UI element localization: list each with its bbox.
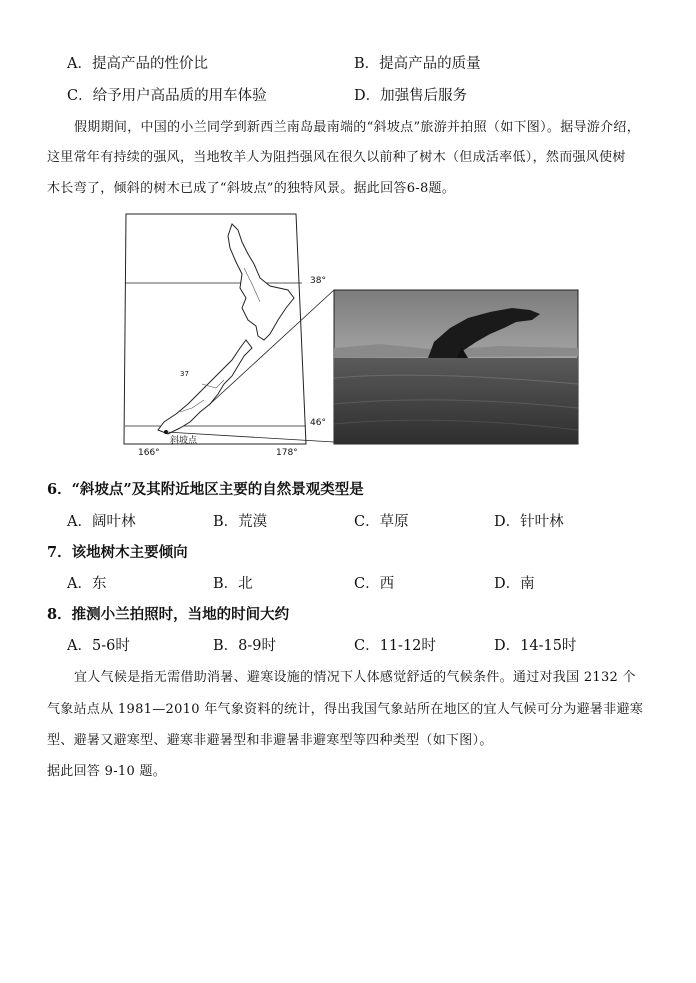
passage2-line4: 据此回答 9-10 题。 (47, 764, 167, 779)
map-photo-svg (120, 208, 580, 464)
north-island (228, 224, 294, 340)
passage2-line2: 气象站点从 1981—2010 年气象资料的统计，得出我国气象站所在地区的宜人气候可分为避暑非避寒 (47, 702, 644, 717)
figure-map-photo (120, 208, 580, 464)
q7-option-c: C．西 (354, 576, 395, 592)
q8-option-c: C．11-12时 (354, 638, 436, 654)
lat-38-label: 38° (310, 276, 326, 286)
passage1-line2: 这里常年有持续的强风，当地牧羊人为阻挡强风在很久以前种了树木（但成活率低），然而强风使树 (47, 150, 626, 165)
lon-166-label: 166° (138, 448, 160, 458)
q6-option-b: B．荒漠 (213, 514, 268, 530)
map-small-label: 37 (180, 370, 189, 378)
q6-option-c: C．草原 (354, 514, 409, 530)
prev-option-c: C．给予用户高品质的用车体验 (67, 88, 267, 104)
q6-option-d: D．针叶林 (494, 514, 564, 530)
prev-option-b: B．提高产品的质量 (354, 56, 481, 72)
prev-option-d: D．加强售后服务 (354, 88, 468, 104)
q8-stem: 8．推测小兰拍照时，当地的时间大约 (47, 606, 290, 623)
landscape-photo (334, 290, 578, 444)
q7-stem: 7．该地树木主要倾向 (47, 544, 188, 561)
q7-option-a: A．东 (67, 576, 107, 592)
prev-option-a: A．提高产品的性价比 (67, 56, 208, 72)
lon-178-label: 178° (276, 448, 298, 458)
q7-option-d: D．南 (494, 576, 535, 592)
passage2-line3: 型、避暑又避寒型、避寒非避暑型和非避暑非避寒型等四种类型（如下图）。 (47, 733, 493, 748)
q6-stem: 6．“斜坡点”及其附近地区主要的自然景观类型是 (47, 481, 364, 498)
q8-option-d: D．14-15时 (494, 638, 577, 654)
passage1-line1: 假期期间，中国的小兰同学到新西兰南岛最南端的“斜坡点”旅游并拍照（如下图）。据导游介绍， (74, 120, 640, 135)
q8-option-b: B．8-9时 (213, 638, 277, 654)
slope-point-label: 斜坡点 (170, 436, 198, 446)
passage2-line1: 宜人气候是指无需借助消暑、避寒设施的情况下人体感觉舒适的气候条件。通过对我国 2132 个 (74, 670, 636, 685)
south-island (158, 340, 252, 434)
map-frame (124, 214, 306, 444)
q7-option-b: B．北 (213, 576, 253, 592)
lat-46-label: 46° (310, 418, 326, 428)
q8-option-a: A．5-6时 (67, 638, 130, 654)
passage1-line3: 木长弯了，倾斜的树木已成了“斜坡点”的独特风景。据此回答6-8题。 (47, 181, 456, 196)
q6-option-a: A．阔叶林 (67, 514, 136, 530)
